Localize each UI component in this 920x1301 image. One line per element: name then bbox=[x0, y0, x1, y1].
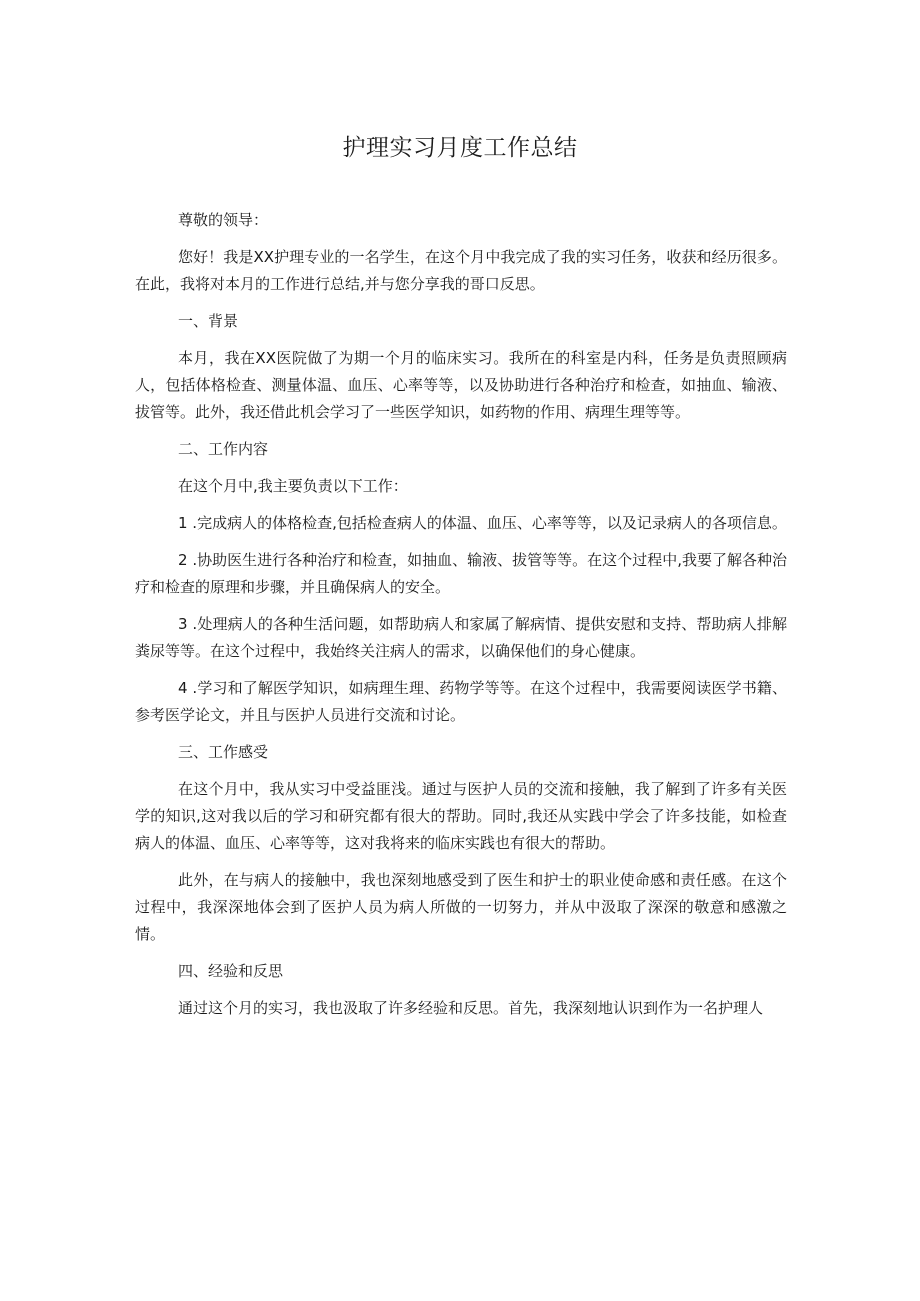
background-paragraph: 本月，我在XX医院做了为期一个月的临床实习。我所在的科室是内科，任务是负责照顾病人，包括体格检查、测量体温、血压、心率等等，以及协助进行各种治疗和检查，如抽血、输液、拔管等。此外，我还借此机会学习了一些医学知识，如药物的作用、病理生理等等。 bbox=[135, 349, 787, 421]
feelings-paragraph-1: 在这个月中，我从实习中受益匪浅。通过与医护人员的交流和接触，我了解到了许多有关医学的知识,这对我以后的学习和研究都有很大的帮助。同时,我还从实践中学会了许多技能，如检查病人的体温、血压、心率等等，这对我将来的临床实践也有很大的帮助。 bbox=[135, 780, 787, 852]
section-heading-reflection: 四、经验和反思 bbox=[178, 962, 284, 980]
salutation: 尊敬的领导： bbox=[178, 211, 269, 229]
intro-paragraph: 您好！我是XX护理专业的一名学生，在这个月中我完成了我的实习任务，收获和经历很多。在此，我将对本月的工作进行总结,并与您分享我的哥口反思。 bbox=[135, 248, 787, 293]
work-item-1: 1 .完成病人的体格检查,包括检查病人的体温、血压、心率等等，以及记录病人的各项信息。 bbox=[178, 514, 787, 532]
work-content-intro: 在这个月中,我主要负责以下工作： bbox=[178, 477, 408, 495]
reflection-paragraph: 通过这个月的实习，我也汲取了许多经验和反思。首先，我深刻地认识到作为一名护理人 bbox=[178, 999, 764, 1017]
work-item-2: 2 .协助医生进行各种治疗和检查，如抽血、输液、拔管等等。在这个过程中,我要了解各种治疗和检查的原理和步骤，并且确保病人的安全。 bbox=[135, 551, 787, 596]
feelings-paragraph-2: 此外，在与病人的接触中，我也深刻地感受到了医生和护士的职业使命感和责任感。在这个过程中，我深深地体会到了医护人员为病人所做的一切努力，并从中汲取了深深的敬意和感激之情。 bbox=[135, 871, 787, 943]
work-item-3: 3 .处理病人的各种生活问题，如帮助病人和家属了解病情、提供安慰和支持、帮助病人排解粪尿等等。在这个过程中，我始终关注病人的需求，以确保他们的身心健康。 bbox=[135, 615, 787, 660]
section-heading-work-content: 二、工作内容 bbox=[178, 440, 269, 458]
document-title: 护理实习月度工作总结 bbox=[342, 135, 578, 161]
document-body bbox=[135, 207, 787, 1032]
work-item-4: 4 .学习和了解医学知识，如病理生理、药物学等等。在这个过程中，我需要阅读医学书籍、参考医学论文，并且与医护人员进行交流和讨论。 bbox=[135, 679, 787, 724]
section-heading-feelings: 三、工作感受 bbox=[178, 743, 269, 761]
section-heading-background: 一、背景 bbox=[178, 312, 239, 330]
